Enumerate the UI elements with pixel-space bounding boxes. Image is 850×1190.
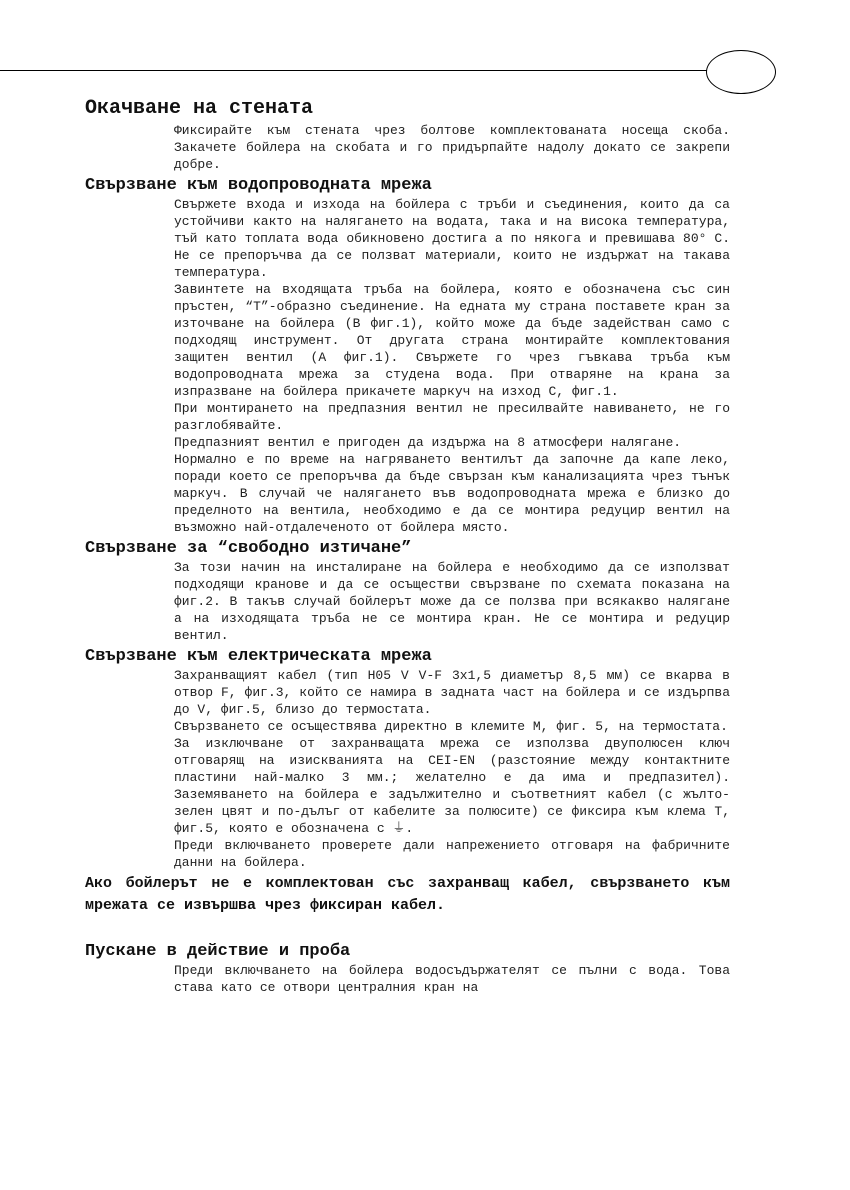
paragraph: Фиксирайте към стената чрез болтове комплектованата носеща скоба. Закачете бойлера на скобата и го придърпайте надолу докато се закрепи добре. <box>174 123 730 172</box>
page-number-oval <box>706 50 776 94</box>
section-body-wall-mount <box>174 122 730 173</box>
section-title-electrical-connection: Свързване към електрическата мрежа <box>85 647 432 666</box>
paragraph: При монтирането на предпазния вентил не пресилвайте навиването, не го разглобявайте. <box>174 401 730 433</box>
page-content <box>85 96 735 996</box>
paragraph: Преди включването на бойлера водосъдържателят се пълни с вода. Това става като се отвори централния кран на <box>174 963 730 995</box>
paragraph: Свържете входа и изхода на бойлера с тръби и съединения, които да са устойчиви както на налягането на водата, така и на висока температура, тъй като топлата вода обикновено достига а по някога и превишава 80° С. Не се препоръчва да се ползват материали, които не издържат на такава температура. <box>174 197 730 280</box>
section-body-water-connection <box>174 196 730 536</box>
spacer <box>85 917 735 939</box>
header-rule <box>0 70 712 71</box>
paragraph: Завинтете на входящата тръба на бойлера, която е обозначена със син пръстен, “Т”-образно съединение. На едната му страна поставете кран за източване на бойлера (В фиг.1), който може да бъде задействан само с подходящ инструмент. От другата страна монтирайте комплектования защитен вентил (А фиг.1). Свържете го чрез гъвкава тръба към водопроводната мрежа за студена вода. При отваряне на крана за изпразване на бойлера прикачете маркуч на изход С, фиг.1. <box>174 282 730 399</box>
paragraph: Нормално е по време на нагряването вентилът да започне да капе леко, поради което се препоръчва да бъде свързан към канализацията чрез тънък маркуч. В случай че налягането във водопроводната мрежа е близко до пределното на вентила, необходимо е да се монтира редуцир вентил на възможно най-отдалеченото от бойлера място. <box>174 452 730 535</box>
section-title-free-flow: Свързване за “свободно изтичане” <box>85 539 412 558</box>
section-title-water-connection: Свързване към водопроводната мрежа <box>85 176 432 195</box>
section-body-electrical-connection <box>174 667 730 871</box>
paragraph: Захранващият кабел (тип Н05 V V-F 3х1,5 диаметър 8,5 мм) се вкарва в отвор F, фиг.3, който се намира в задната част на бойлера и се издърпва до V, фиг.5, близо до термостата. <box>174 668 730 717</box>
paragraph: Предпазният вентил е пригоден да издържа на 8 атмосфери налягане. <box>174 435 682 450</box>
section-title-startup-test: Пускане в действие и проба <box>85 942 351 961</box>
section-body-free-flow <box>174 559 730 644</box>
section-body-startup-test <box>174 962 730 996</box>
paragraph: Свързването се осъществява директно в клемите М, фиг. 5, на термостата. <box>174 719 728 734</box>
paragraph: За този начин на инсталиране на бойлера е необходимо да се използват подходящи кранове и да се осъществи свързване по схемата показана на фиг.2. В такъв случай бойлерът може да се ползва при всякакво налягане а на изходящата тръба не се монтира кран. Не се монтира и редуцир вентил. <box>174 560 730 643</box>
section-title-wall-mount: Окачване на стената <box>85 97 314 120</box>
paragraph: Преди включването проверете дали напрежението отговаря на фабричните данни на бойлера. <box>174 838 730 870</box>
paragraph: За изключване от захранващата мрежа се използва двуполюсен ключ отговарящ на изискванията на CEI-EN (разстояние между контактните пластини най-малко 3 мм.; желателно е да има и предпазител). Заземяването на бойлера е задължително и съответният кабел (с жълто-зелен цвят и по-дълъг от кабелите за полюсите) се фиксира към клема Т, фиг.5, която е обозначена с ⏚. <box>174 736 730 836</box>
bold-warning-note: Ако бойлерът не е комплектован със захранващ кабел, свързването към мрежата се извършва чрез фиксиран кабел. <box>85 875 730 914</box>
